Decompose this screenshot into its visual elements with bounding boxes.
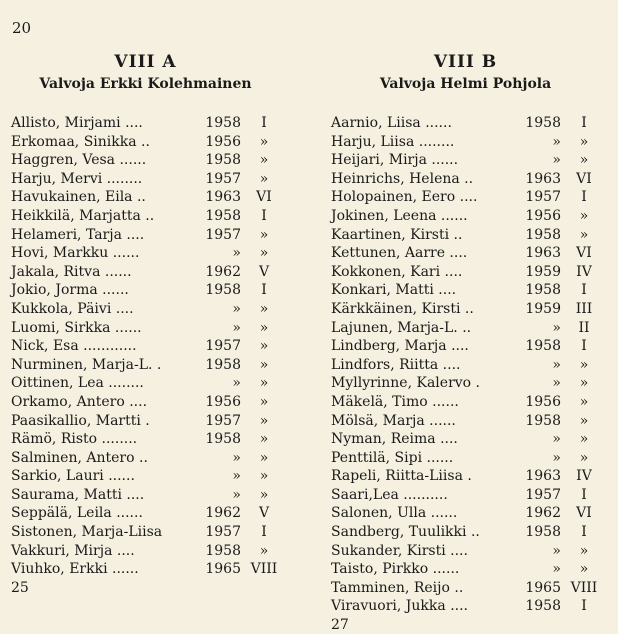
birth-year: 1958 bbox=[525, 338, 561, 355]
birth-year: 1958 bbox=[525, 524, 561, 541]
student-row bbox=[8, 523, 283, 542]
grade-mark: V bbox=[258, 263, 270, 280]
student-name: Salminen, Antero .. bbox=[11, 449, 148, 466]
student-name: Havukainen, Eila .. bbox=[11, 189, 146, 206]
birth-year: 1957 bbox=[525, 486, 561, 503]
student-name: Penttilä, Sipi ...... bbox=[331, 449, 454, 466]
birth-year: 1956 bbox=[205, 393, 241, 410]
birth-year: 1958 bbox=[525, 412, 561, 429]
birth-year: 1957 bbox=[205, 338, 241, 355]
student-name: Lindberg, Marja .... bbox=[331, 338, 469, 355]
birth-year: 1963 bbox=[525, 468, 561, 485]
grade-mark: » bbox=[579, 356, 589, 373]
grade-mark: » bbox=[579, 542, 589, 559]
grade-mark: I bbox=[261, 524, 267, 541]
birth-year: 1956 bbox=[525, 207, 561, 224]
grade-mark: » bbox=[259, 170, 269, 187]
student-count: 25 bbox=[11, 579, 29, 596]
student-row bbox=[8, 319, 283, 338]
student-name: Vakkuri, Mirja .... bbox=[11, 542, 135, 559]
birth-year: 1957 bbox=[205, 412, 241, 429]
student-name: Harju, Mervi ........ bbox=[11, 170, 143, 187]
grade-mark: VI bbox=[256, 189, 272, 206]
student-name: Heikkilä, Marjatta .. bbox=[11, 207, 155, 224]
student-name: Holopainen, Eero .... bbox=[331, 189, 478, 206]
student-row bbox=[8, 337, 283, 356]
birth-year: » bbox=[552, 561, 561, 578]
grade-mark: » bbox=[579, 226, 589, 243]
student-name: Heinrichs, Helena .. bbox=[331, 170, 474, 187]
birth-year: 1958 bbox=[205, 207, 241, 224]
birth-year: » bbox=[232, 375, 241, 392]
student-name: Nyman, Reima .... bbox=[331, 431, 458, 448]
student-name: Aarnio, Liisa ...... bbox=[331, 115, 452, 131]
student-row bbox=[328, 226, 603, 245]
birth-year: 1963 bbox=[525, 245, 561, 262]
birth-year: » bbox=[232, 486, 241, 503]
student-name: Lajunen, Marja-L. .. bbox=[331, 319, 472, 336]
student-name: Salonen, Ulla ...... bbox=[331, 505, 458, 522]
birth-year: » bbox=[552, 431, 561, 448]
grade-mark: » bbox=[259, 449, 269, 466]
student-row bbox=[8, 244, 283, 263]
birth-year: 1958 bbox=[525, 282, 561, 299]
grade-mark: » bbox=[259, 245, 269, 262]
student-row bbox=[8, 207, 283, 226]
student-name: Kukkola, Päivi .... bbox=[11, 300, 134, 317]
grade-mark: » bbox=[579, 449, 589, 466]
grade-mark: I bbox=[261, 115, 267, 131]
student-row bbox=[8, 486, 283, 505]
student-name: Hovi, Markku ...... bbox=[11, 245, 140, 262]
grade-mark: » bbox=[259, 393, 269, 410]
student-row bbox=[328, 542, 603, 561]
grade-mark: IV bbox=[576, 263, 592, 280]
student-name: Saari,Lea .......... bbox=[331, 486, 448, 503]
student-row bbox=[328, 281, 603, 300]
student-row bbox=[8, 133, 283, 152]
student-row bbox=[8, 281, 283, 300]
birth-year: 1962 bbox=[205, 263, 241, 280]
student-name: Mäkelä, Timo ...... bbox=[331, 393, 459, 410]
birth-year: 1963 bbox=[525, 170, 561, 187]
grade-mark: » bbox=[259, 226, 269, 243]
grade-mark: I bbox=[261, 282, 267, 299]
birth-year: 1958 bbox=[205, 542, 241, 559]
student-row bbox=[8, 114, 283, 133]
student-name: Paasikallio, Martti . bbox=[11, 412, 150, 429]
birth-year: » bbox=[232, 300, 241, 317]
student-name: Viravuori, Jukka .... bbox=[331, 598, 468, 615]
student-row bbox=[328, 560, 603, 579]
student-row bbox=[8, 374, 283, 393]
class-column-viii-b bbox=[328, 52, 603, 634]
birth-year: 1958 bbox=[205, 115, 241, 131]
student-row bbox=[328, 597, 603, 616]
grade-mark: » bbox=[259, 375, 269, 392]
birth-year: 1958 bbox=[205, 152, 241, 169]
student-row bbox=[328, 467, 603, 486]
student-count: 27 bbox=[331, 617, 349, 634]
class-title: VIII B bbox=[433, 52, 498, 72]
birth-year: » bbox=[552, 356, 561, 373]
student-row bbox=[328, 486, 603, 505]
student-name: Seppälä, Leila ...... bbox=[11, 505, 143, 522]
student-name: Rämö, Risto ........ bbox=[11, 431, 138, 448]
student-row bbox=[328, 151, 603, 170]
birth-year: 1956 bbox=[525, 393, 561, 410]
student-name: Jokio, Jorma ...... bbox=[11, 282, 129, 299]
birth-year: » bbox=[552, 152, 561, 169]
student-name: Mölsä, Marja ...... bbox=[331, 412, 456, 429]
student-name: Kärkkäinen, Kirsti .. bbox=[331, 300, 474, 317]
student-row bbox=[328, 263, 603, 282]
student-row bbox=[8, 263, 283, 282]
class-column-viii-a bbox=[8, 52, 283, 597]
birth-year: » bbox=[552, 133, 561, 150]
birth-year: 1957 bbox=[205, 524, 241, 541]
student-list bbox=[8, 114, 283, 579]
grade-mark: » bbox=[579, 152, 589, 169]
birth-year: 1957 bbox=[205, 170, 241, 187]
student-row bbox=[328, 412, 603, 431]
birth-year: » bbox=[232, 245, 241, 262]
student-row bbox=[328, 300, 603, 319]
student-row bbox=[8, 449, 283, 468]
grade-mark: » bbox=[579, 412, 589, 429]
birth-year: » bbox=[552, 375, 561, 392]
student-row bbox=[328, 449, 603, 468]
grade-mark: » bbox=[579, 375, 589, 392]
birth-year: 1962 bbox=[525, 505, 561, 522]
birth-year: » bbox=[552, 449, 561, 466]
grade-mark: IV bbox=[576, 468, 592, 485]
student-name: Myllyrinne, Kalervo . bbox=[331, 375, 480, 392]
student-name: Nurminen, Marja-L. . bbox=[11, 356, 162, 373]
student-name: Saurama, Matti .... bbox=[11, 486, 145, 503]
birth-year: » bbox=[552, 542, 561, 559]
student-row bbox=[328, 244, 603, 263]
grade-mark: I bbox=[581, 282, 587, 299]
grade-mark: I bbox=[581, 598, 587, 615]
student-row bbox=[328, 393, 603, 412]
student-name: Heijari, Mirja ...... bbox=[331, 152, 459, 169]
birth-year: 1962 bbox=[205, 505, 241, 522]
student-name: Kokkonen, Kari .... bbox=[331, 263, 463, 280]
student-row bbox=[328, 337, 603, 356]
student-name: Harju, Liisa ........ bbox=[331, 133, 455, 150]
birth-year: » bbox=[232, 468, 241, 485]
student-row bbox=[8, 430, 283, 449]
grade-mark: » bbox=[259, 319, 269, 336]
student-name: Lindfors, Riitta .... bbox=[331, 356, 461, 373]
grade-mark: II bbox=[578, 319, 590, 336]
student-name: Jokinen, Leena ...... bbox=[331, 207, 468, 224]
grade-mark: I bbox=[581, 115, 587, 131]
grade-mark: III bbox=[575, 300, 593, 317]
student-name: Jakala, Ritva ...... bbox=[11, 263, 132, 280]
grade-mark: V bbox=[258, 505, 270, 522]
birth-year: 1959 bbox=[525, 263, 561, 280]
grade-mark: » bbox=[259, 486, 269, 503]
grade-mark: I bbox=[581, 338, 587, 355]
grade-mark: VIII bbox=[250, 561, 278, 578]
grade-mark: I bbox=[581, 524, 587, 541]
student-row bbox=[8, 356, 283, 375]
student-name: Orkamo, Antero .... bbox=[11, 393, 148, 410]
grade-mark: » bbox=[259, 542, 269, 559]
student-row bbox=[8, 560, 283, 579]
student-row bbox=[328, 319, 603, 338]
grade-mark: VIII bbox=[570, 579, 598, 596]
student-list bbox=[328, 114, 603, 616]
student-row bbox=[8, 170, 283, 189]
grade-mark: VI bbox=[576, 170, 592, 187]
student-row bbox=[8, 226, 283, 245]
student-row bbox=[8, 151, 283, 170]
grade-mark: » bbox=[259, 133, 269, 150]
student-row bbox=[328, 114, 603, 133]
grade-mark: » bbox=[579, 393, 589, 410]
student-row bbox=[8, 393, 283, 412]
student-name: Tamminen, Reijo .. bbox=[331, 579, 464, 596]
student-name: Kettunen, Aarre .... bbox=[331, 245, 468, 262]
grade-mark: I bbox=[261, 207, 267, 224]
grade-mark: » bbox=[579, 207, 589, 224]
student-name: Helameri, Tarja .... bbox=[11, 226, 145, 243]
supervisor-name: Valvoja Helmi Pohjola bbox=[379, 76, 552, 92]
student-name: Sukander, Kirsti .... bbox=[331, 542, 468, 559]
birth-year: 1965 bbox=[525, 579, 561, 596]
student-row bbox=[328, 504, 603, 523]
grade-mark: » bbox=[259, 431, 269, 448]
student-name: Sandberg, Tuulikki .. bbox=[331, 524, 480, 541]
student-name: Rapeli, Riitta-Liisa . bbox=[331, 468, 472, 485]
page-number: 20 bbox=[12, 19, 32, 37]
student-row bbox=[8, 188, 283, 207]
student-row bbox=[328, 523, 603, 542]
grade-mark: VI bbox=[576, 245, 592, 262]
grade-mark: I bbox=[581, 486, 587, 503]
student-row bbox=[8, 412, 283, 431]
student-row bbox=[328, 133, 603, 152]
grade-mark: » bbox=[579, 561, 589, 578]
grade-mark: VI bbox=[576, 505, 592, 522]
birth-year: 1957 bbox=[525, 189, 561, 206]
student-row bbox=[328, 579, 603, 598]
birth-year: 1958 bbox=[525, 598, 561, 615]
student-name: Viuhko, Erkki ...... bbox=[11, 561, 139, 578]
student-row bbox=[8, 542, 283, 561]
birth-year: 1958 bbox=[525, 115, 561, 131]
grade-mark: » bbox=[259, 338, 269, 355]
student-name: Konkari, Matti .... bbox=[331, 282, 457, 299]
student-row bbox=[328, 374, 603, 393]
grade-mark: » bbox=[579, 133, 589, 150]
student-name: Erkomaa, Sinikka .. bbox=[11, 133, 150, 150]
student-row bbox=[328, 170, 603, 189]
student-name: Sistonen, Marja-Liisa bbox=[11, 524, 163, 541]
birth-year: 1958 bbox=[205, 282, 241, 299]
birth-year: » bbox=[552, 319, 561, 336]
student-row bbox=[328, 207, 603, 226]
grade-mark: » bbox=[259, 152, 269, 169]
birth-year: » bbox=[232, 449, 241, 466]
birth-year: 1965 bbox=[205, 561, 241, 578]
grade-mark: » bbox=[259, 468, 269, 485]
student-row bbox=[8, 467, 283, 486]
student-row bbox=[328, 430, 603, 449]
student-name: Haggren, Vesa ...... bbox=[11, 152, 147, 169]
student-row bbox=[8, 300, 283, 319]
birth-year: 1958 bbox=[205, 431, 241, 448]
grade-mark: I bbox=[581, 189, 587, 206]
student-name: Nick, Esa ............ bbox=[11, 338, 137, 355]
birth-year: 1958 bbox=[205, 356, 241, 373]
student-name: Sarkio, Lauri ...... bbox=[11, 468, 135, 485]
grade-mark: » bbox=[579, 431, 589, 448]
student-row bbox=[328, 188, 603, 207]
student-row bbox=[8, 504, 283, 523]
birth-year: 1957 bbox=[205, 226, 241, 243]
class-title: VIII A bbox=[114, 52, 177, 72]
student-name: Kaartinen, Kirsti .. bbox=[331, 226, 463, 243]
grade-mark: » bbox=[259, 300, 269, 317]
student-name: Taisto, Pirkko ...... bbox=[331, 561, 460, 578]
student-name: Luomi, Sirkka ...... bbox=[11, 319, 142, 336]
supervisor-name: Valvoja Erkki Kolehmainen bbox=[39, 76, 252, 92]
student-row bbox=[328, 356, 603, 375]
student-name: Oittinen, Lea ........ bbox=[11, 375, 144, 392]
grade-mark: » bbox=[259, 356, 269, 373]
student-name: Allisto, Mirjami .... bbox=[11, 115, 143, 131]
birth-year: 1958 bbox=[525, 226, 561, 243]
birth-year: 1959 bbox=[525, 300, 561, 317]
birth-year: 1956 bbox=[205, 133, 241, 150]
birth-year: » bbox=[232, 319, 241, 336]
grade-mark: » bbox=[259, 412, 269, 429]
birth-year: 1963 bbox=[205, 189, 241, 206]
